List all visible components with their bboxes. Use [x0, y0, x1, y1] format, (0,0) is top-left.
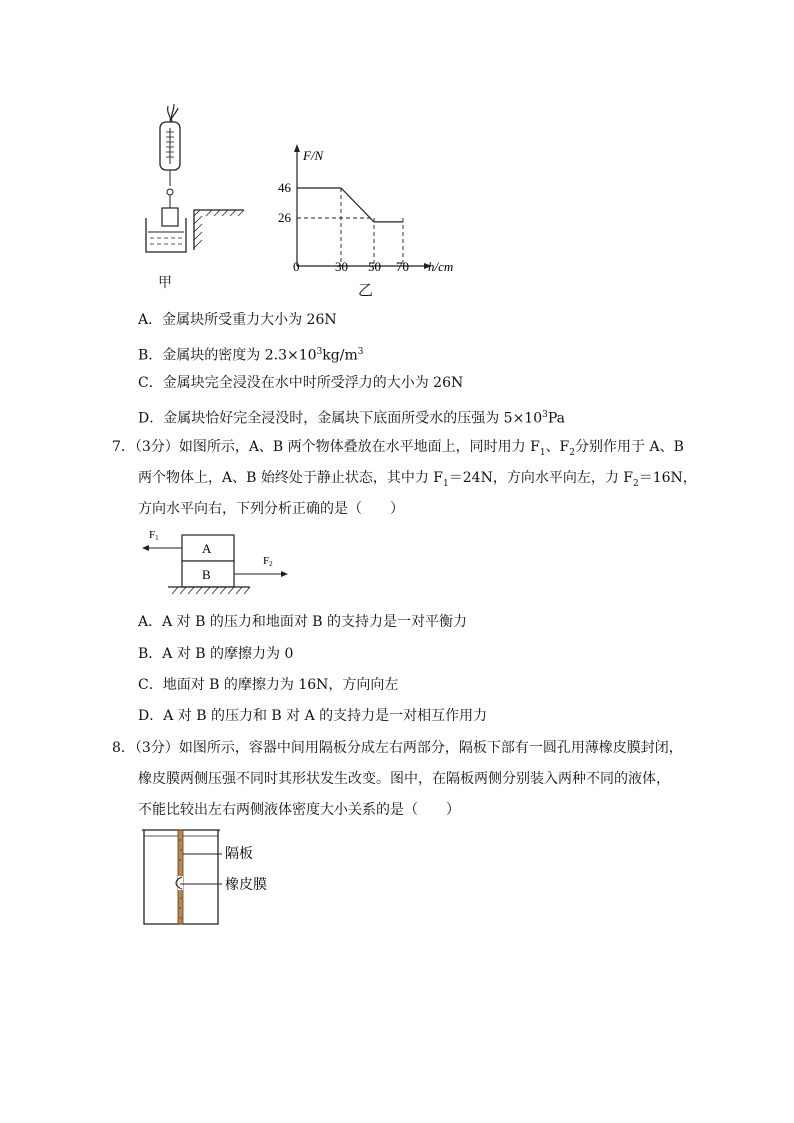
- q8-stem-line1: 8．（3分）如图所示，容器中间用隔板分成左右两部分，隔板下部有一圆孔用薄橡皮膜封闭，: [112, 740, 683, 756]
- q8-stem-line3: 不能比较出左右两侧液体密度大小关系的是（ ）: [138, 802, 460, 818]
- figure-jia-label: 甲: [158, 275, 172, 291]
- label-membrane: 橡皮膜: [225, 878, 267, 893]
- x-tick-0: 0: [293, 259, 300, 274]
- figure-q8-container: [138, 824, 308, 928]
- block-b-label: B: [202, 567, 211, 582]
- q6-option-a: A．金属块所受重力大小为 26N: [138, 312, 337, 328]
- xlabel: h/cm: [428, 259, 454, 274]
- q7-stem-line2: 两个物体上，A、B 始终处于静止状态，其中力 $F_1=24N$，方向水平向左，力 $F_2=16N$，: [138, 470, 697, 489]
- figure-yi-graph: [270, 140, 470, 300]
- figure-q7-blocks: [138, 522, 298, 598]
- label-partition: 隔板: [225, 847, 253, 862]
- figure-jia: [140, 100, 260, 300]
- q7-stem-line3: 方向水平向右，下列分析正确的是（ ）: [138, 501, 404, 517]
- figure-yi-label: 乙: [358, 281, 374, 299]
- q7-option-d: D．A 对 B 的压力和 B 对 A 的支持力是一对相互作用力: [138, 708, 488, 724]
- q7-option-c: C．地面对 B 的摩擦力为 16N，方向向左: [138, 677, 399, 693]
- x-tick-50: 50: [368, 259, 381, 274]
- q7-stem-line1: 7．（3分）如图所示，A、B 两个物体叠放在水平地面上，同时用力 $F_1$、$F_2$分别作用于 A、B: [112, 439, 684, 458]
- q6-option-c: C．金属块完全浸没在水中时所受浮力的大小为 26N: [138, 375, 464, 391]
- x-tick-30: 30: [335, 259, 348, 274]
- block-a-label: A: [202, 541, 212, 556]
- f1-label: F1: [149, 529, 159, 542]
- q8-stem-line2: 橡皮膜两侧压强不同时其形状发生改变。图中，在隔板两侧分别装入两种不同的液体，: [138, 771, 670, 787]
- f2-label: F2: [263, 555, 273, 568]
- q7-option-a: A．A 对 B 的压力和地面对 B 的支持力是一对平衡力: [138, 614, 468, 630]
- y-tick-46: 46: [278, 180, 291, 195]
- q6-option-d: D．金属块恰好完全浸没时，金属块下底面所受水的压强为 $5\times 10^3Pa$: [138, 410, 566, 427]
- x-tick-70: 70: [396, 259, 409, 274]
- ylabel: F/N: [303, 148, 324, 163]
- q7-option-b: B．A 对 B 的摩擦力为 0: [138, 646, 294, 662]
- series-line: [297, 188, 403, 222]
- y-tick-26: 26: [278, 210, 291, 225]
- q6-option-b: B．金属块的密度为 $2.3\times 10^3kg/m^3$: [138, 347, 364, 364]
